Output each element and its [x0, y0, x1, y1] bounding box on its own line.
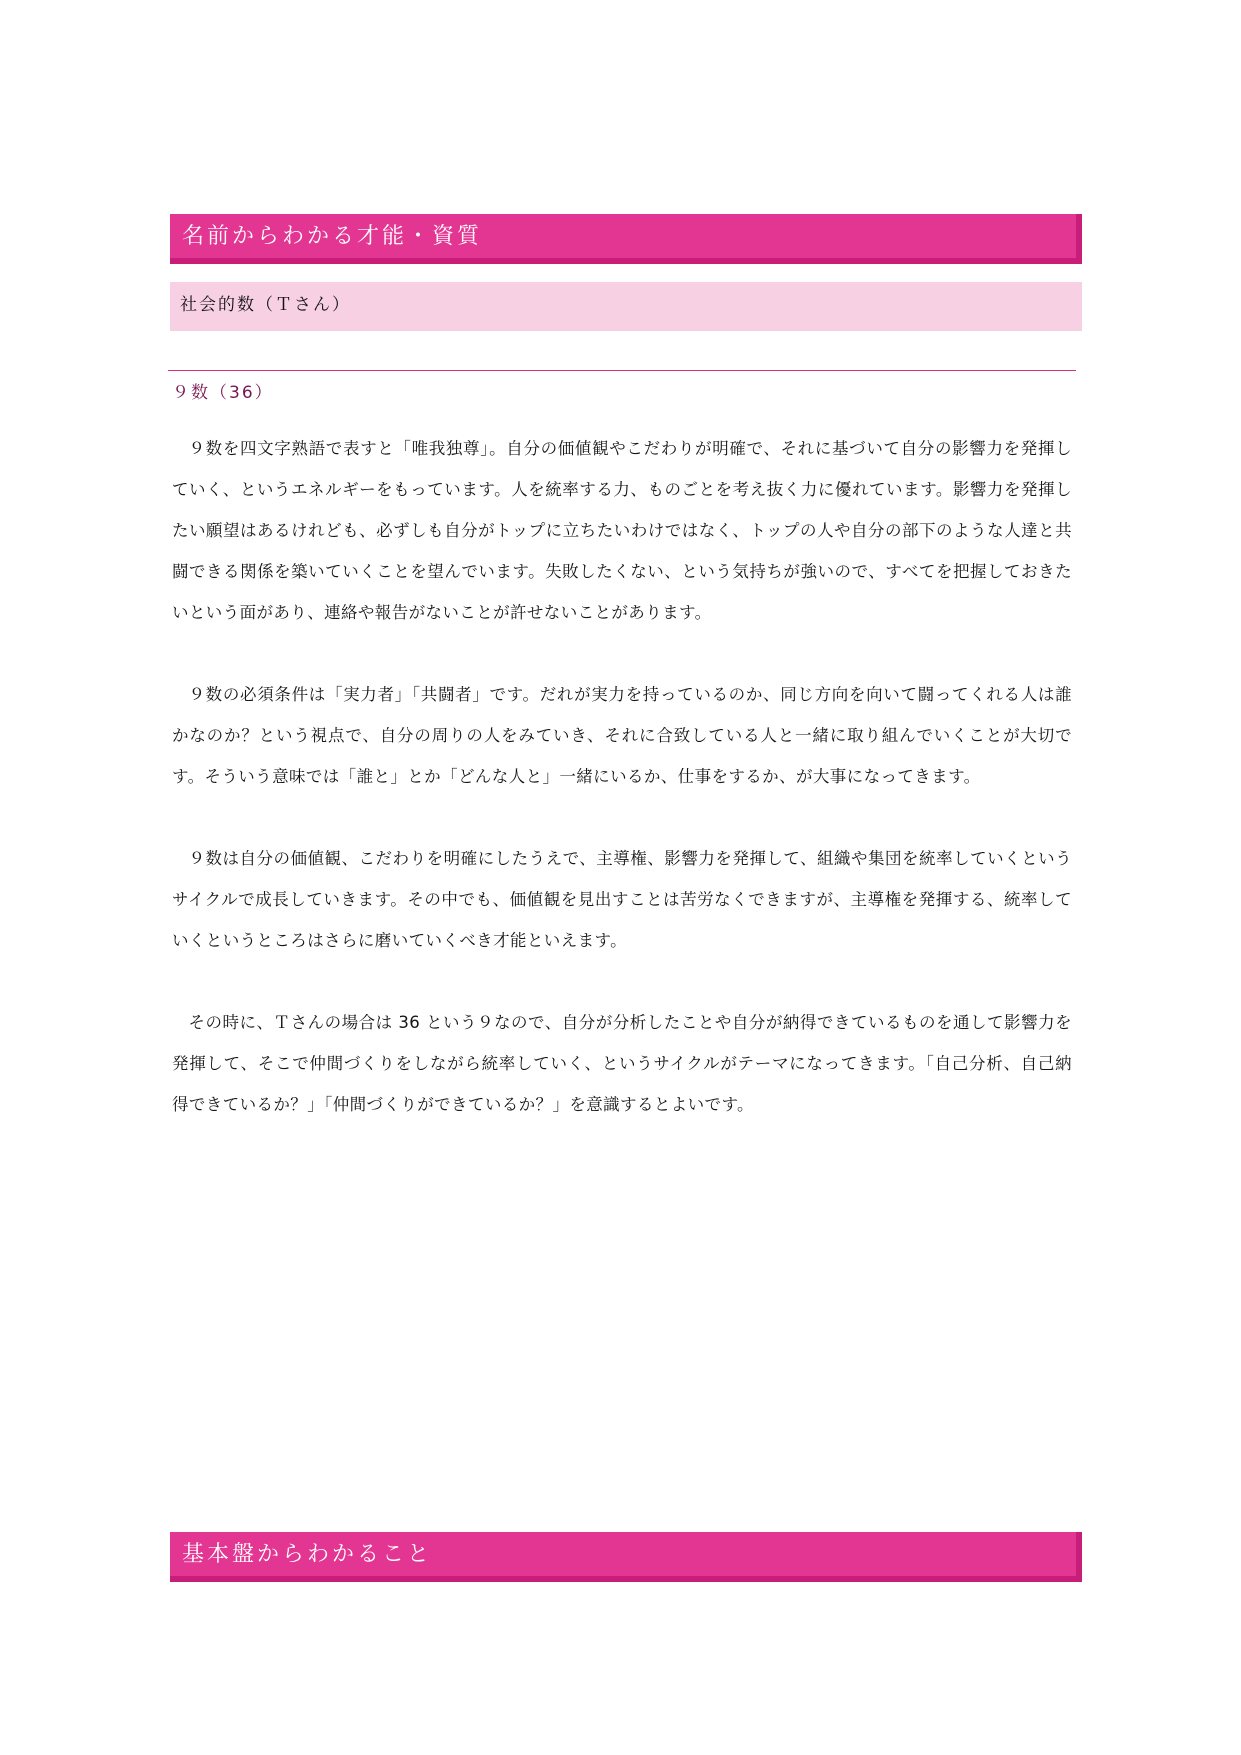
section-header-band [170, 214, 1082, 264]
paragraph: ９数を四文字熟語で表すと「唯我独尊」。自分の価値観やこだわりが明確で、それに基づいて自分の影響力を発揮していく、というエネルギーをもっています。人を統率する力、ものごとを考え抜く力に優れています。影響力を発揮したい願望はあるけれども、必ずしも自分がトップに立ちたいわけではなく、トップの人や自分の部下のような人達と共闘できる関係を築いていくことを望んでいます。失敗したくない、という気持ちが強いので、すべてを把握しておきたいという面があり、連絡や報告がないことが許せないことがあります。 [172, 439, 1072, 622]
body-text [172, 428, 1072, 1166]
paragraph: ９数は自分の価値観、こだわりを明確にしたうえで、主導権、影響力を発揮して、組織や集団を統率していくというサイクルで成長していきます。その中でも、価値観を見出すことは苦労なくできますが、主導権を発揮する、統率していくというところはさらに磨いていくべき才能といえます。 [172, 849, 1072, 950]
subheader-band [170, 282, 1082, 331]
paragraph: ９数の必須条件は「実力者」「共闘者」です。だれが実力を持っているのか、同じ方向を向いて闘ってくれる人は誰かなのか？という視点で、自分の周りの人をみていき、それに合致している人と一緒に取り組んでいくことが大切です。そういう意味では「誰と」とか「どんな人と」一緒にいるか、仕事をするか、が大事になってきます。 [172, 685, 1072, 786]
section-header-title: 名前からわかる才能・資質 [182, 224, 483, 249]
next-section-header-band [170, 1532, 1082, 1582]
paragraph: その時に、Ｔさんの場合は 36 という９なので、自分が分析したことや自分が納得できているものを通して影響力を発揮して、そこで仲間づくりをしながら統率していく、というサイクルがテーマになってきます。「自己分析、自己納得できているか？」「仲間づくりができているか？」を意識するとよいです。 [172, 1013, 1072, 1114]
subheader-title: 社会的数（Ｔさん） [180, 295, 351, 315]
section-divider [168, 370, 1076, 371]
next-section-header-title: 基本盤からわかること [182, 1542, 433, 1567]
section-heading: ９数（36） [172, 383, 274, 403]
